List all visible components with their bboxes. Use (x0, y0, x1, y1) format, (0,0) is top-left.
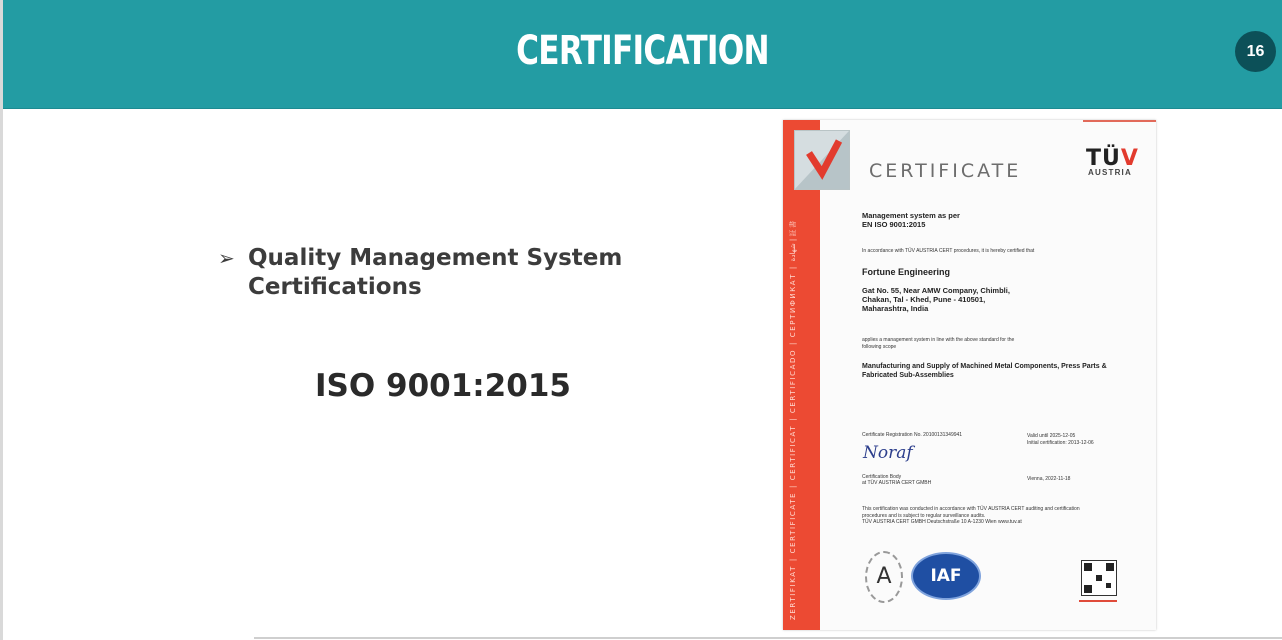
cert-scope2: Fabricated Sub-Assemblies (862, 372, 954, 379)
cert-system-line2: EN ISO 9001:2015 (862, 220, 926, 229)
bottom-divider (254, 637, 1282, 639)
cert-body1: Certification Body (862, 474, 902, 480)
cert-footer2: procedures and is subject to regular surveillance audits. (862, 513, 986, 519)
cert-address2: Chakan, Tal - Khed, Pune - 410501, (862, 295, 986, 304)
cert-footer1: This certification was conducted in accordance with TÜV AUSTRIA CERT auditing and certification (862, 506, 1080, 512)
cert-footer3: TÜV AUSTRIA CERT GMBH Deutschstraße 10 A-1230 Wien www.tuv.at (862, 519, 1022, 525)
cert-company: Fortune Engineering (862, 267, 951, 277)
iso-standard-heading: ISO 9001:2015 (315, 368, 571, 404)
certificate-title: CERTIFICATE (869, 160, 1022, 182)
bullet-item (218, 244, 658, 302)
cert-initial: Initial certification: 2013-12-06 (1027, 440, 1094, 446)
cert-applies2: following scope (862, 344, 897, 350)
tuv-logo-sub: AUSTRIA (1088, 168, 1132, 177)
cert-accordance: In accordance with TÜV AUSTRIA CERT procedures, it is hereby certified that (862, 248, 1035, 254)
cert-address3: Maharashtra, India (862, 304, 929, 313)
cert-applies1: applies a management system in line with the above standard for the (862, 337, 1015, 343)
tuv-logo: TÜV (1086, 146, 1139, 171)
accreditation-a-logo: A (865, 551, 903, 603)
cert-address1: Gat No. 55, Near AMW Company, Chimbli, (862, 286, 1010, 295)
slide-title: CERTIFICATION (516, 28, 769, 74)
check-mark-icon (795, 131, 849, 189)
cert-valid-until: Valid until 2025-12-05 (1027, 433, 1076, 439)
certificate-corner-logo (794, 130, 850, 190)
certificate-top-accent (1083, 120, 1156, 122)
iaf-logo: IAF (911, 552, 981, 600)
bullet-text: Quality Management System Certifications (248, 245, 623, 300)
cert-body2: at TÜV AUSTRIA CERT GMBH (862, 480, 932, 486)
cert-signature: Noraf (863, 443, 913, 463)
cert-vienna: Vienna, 2022-11-18 (1027, 476, 1071, 482)
certificate-stripe-text: ZERTIFIKAT | CERTIFICATE | CERTIFICAT | CERTIFICADO | СЕРТИФИКАТ | شهادة | 証書 (789, 219, 797, 620)
qr-underline (1079, 600, 1117, 602)
slide-header (3, 0, 1282, 109)
arrow-bullet-icon: ➢ (218, 246, 235, 270)
certificate-side-stripe (783, 120, 820, 630)
certificate-image (783, 120, 1156, 630)
cert-registration: Certificate Registration No. 20100131349941 (862, 432, 963, 438)
qr-code-icon (1081, 560, 1117, 596)
page-number-badge: 16 (1235, 31, 1276, 72)
cert-system-line1: Management system as per (862, 211, 960, 220)
cert-scope1: Manufacturing and Supply of Machined Metal Components, Press Parts & (862, 363, 1107, 370)
